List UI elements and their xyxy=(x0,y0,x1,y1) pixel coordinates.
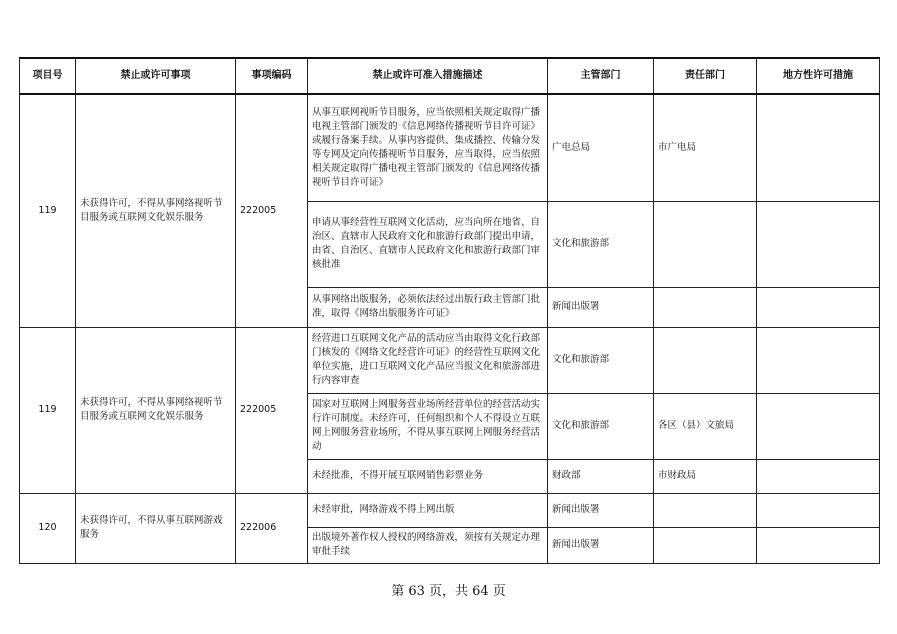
description-cell: 国家对互联网上网服务营业场所经营单位的经营活动实行许可制度。未经许可，任何组织和个人不得设立互联网上网服务营业场所，不得从事互联网上网服务经营活动 xyxy=(308,393,548,459)
header-responsible: 责任部门 xyxy=(654,58,757,94)
permit-table xyxy=(19,57,880,564)
page-number: 第 63 页，共 64 页 xyxy=(391,584,506,599)
matter-cell: 未获得许可，不得从事网络视听节目服务或互联网文化娱乐服务 xyxy=(76,94,236,327)
header-code: 事项编码 xyxy=(236,58,308,94)
header-authority: 主管部门 xyxy=(548,58,654,94)
authority-cell: 新闻出版署 xyxy=(548,527,654,563)
responsible-cell xyxy=(654,287,757,327)
local-measure-cell xyxy=(757,527,880,563)
table-row xyxy=(20,94,880,201)
responsible-cell: 市广电局 xyxy=(654,94,757,201)
description-cell: 从事互联网视听节目服务，应当依照相关规定取得广播电视主管部门颁发的《信息网络传播视听节目许可证》或履行备案手续。从事内容提供、集成播控、传输分发等专网及定向传播视听节目服务，应当取得，应当依照相关规定取得广播电视主管部门颁发的《信息网络传播视听节目许可证》 xyxy=(308,94,548,201)
local-measure-cell xyxy=(757,94,880,201)
description-cell: 未经批准，不得开展互联网销售彩票业务 xyxy=(308,459,548,493)
authority-cell: 财政部 xyxy=(548,459,654,493)
authority-cell: 新闻出版署 xyxy=(548,287,654,327)
description-cell: 未经审批，网络游戏不得上网出版 xyxy=(308,493,548,527)
code-cell: 222006 xyxy=(236,493,308,563)
responsible-cell xyxy=(654,201,757,287)
description-cell: 经营进口互联网文化产品的活动应当由取得文化行政部门核发的《网络文化经营许可证》的经营性互联网文化单位实施，进口互联网文化产品应当报文化和旅游部进行内容审查 xyxy=(308,327,548,393)
authority-cell: 新闻出版署 xyxy=(548,493,654,527)
authority-cell: 广电总局 xyxy=(548,94,654,201)
header-item-no: 项目号 xyxy=(20,58,76,94)
local-measure-cell xyxy=(757,459,880,493)
item-number: 119 xyxy=(20,94,76,327)
description-cell: 出版境外著作权人授权的网络游戏，须按有关规定办理审批手续 xyxy=(308,527,548,563)
code-cell: 222005 xyxy=(236,94,308,327)
table-row xyxy=(20,327,880,393)
local-measure-cell xyxy=(757,327,880,393)
header-local-measures: 地方性许可措施 xyxy=(757,58,880,94)
item-number: 120 xyxy=(20,493,76,563)
code-cell: 222005 xyxy=(236,327,308,493)
local-measure-cell xyxy=(757,287,880,327)
responsible-cell: 市财政局 xyxy=(654,459,757,493)
matter-cell: 未获得许可，不得从事网络视听节目服务或互联网文化娱乐服务 xyxy=(76,327,236,493)
local-measure-cell xyxy=(757,393,880,459)
authority-cell: 文化和旅游部 xyxy=(548,393,654,459)
local-measure-cell xyxy=(757,201,880,287)
item-number: 119 xyxy=(20,327,76,493)
responsible-cell xyxy=(654,493,757,527)
matter-cell: 未获得许可，不得从事互联网游戏服务 xyxy=(76,493,236,563)
authority-cell: 文化和旅游部 xyxy=(548,201,654,287)
authority-cell: 文化和旅游部 xyxy=(548,327,654,393)
local-measure-cell xyxy=(757,493,880,527)
header-matter: 禁止或许可事项 xyxy=(76,58,236,94)
header-description: 禁止或许可准入措施描述 xyxy=(308,58,548,94)
table-row xyxy=(20,493,880,527)
responsible-cell: 各区（县）文旅局 xyxy=(654,393,757,459)
description-cell: 从事网络出版服务，必须依法经过出版行政主管部门批准，取得《网络出版服务许可证》 xyxy=(308,287,548,327)
responsible-cell xyxy=(654,527,757,563)
header-row xyxy=(20,58,880,94)
description-cell: 申请从事经营性互联网文化活动，应当向所在地省、自治区、直辖市人民政府文化和旅游行政部门提出申请，由省、自治区、直辖市人民政府文化和旅游行政部门审核批准 xyxy=(308,201,548,287)
responsible-cell xyxy=(654,327,757,393)
